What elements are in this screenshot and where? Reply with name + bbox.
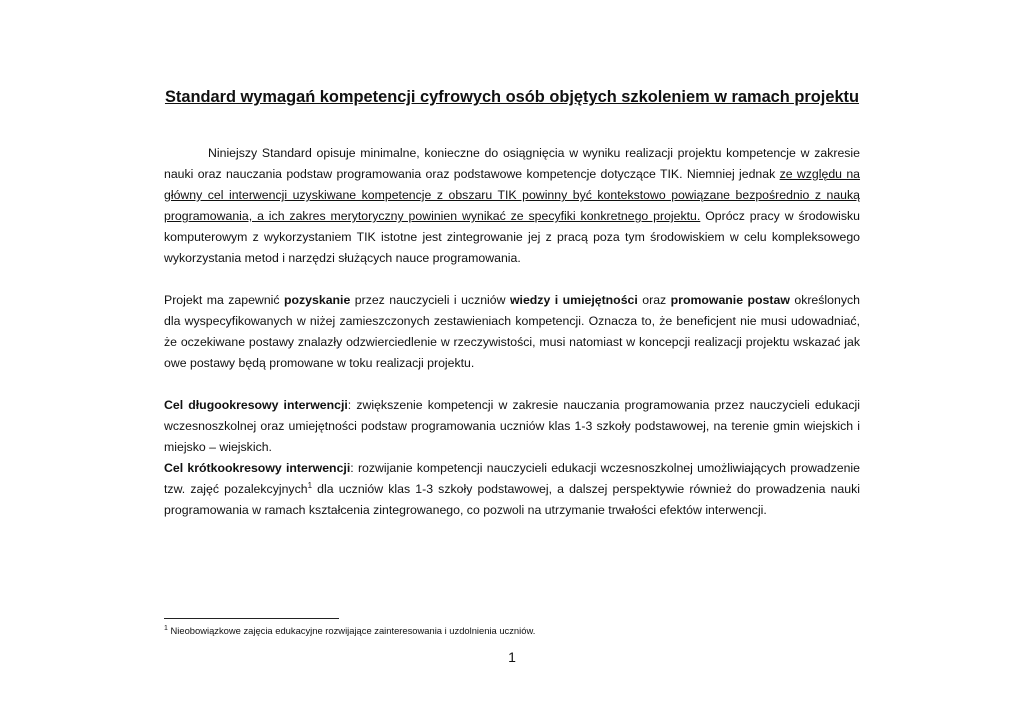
footnote-text: Nieobowiązkowe zajęcia edukacyjne rozwijające zainteresowania i uzdolnienia uczniów. bbox=[167, 625, 536, 636]
paragraph-short-term-goal bbox=[164, 458, 860, 521]
long-term-goal-label: Cel długookresowy interwencji bbox=[164, 398, 348, 412]
bold-promowanie: promowanie postaw bbox=[670, 293, 790, 307]
project-text-3: oraz bbox=[637, 293, 671, 307]
project-text-2: przez nauczycieli i uczniów bbox=[350, 293, 510, 307]
document-title: Standard wymagań kompetencji cyfrowych osób objętych szkoleniem w ramach projektu bbox=[164, 88, 860, 106]
short-term-goal-label: Cel krótkookresowy interwencji bbox=[164, 461, 351, 475]
bold-wiedzy: wiedzy i umiejętności bbox=[509, 293, 638, 307]
bold-pozyskanie: pozyskanie bbox=[284, 293, 351, 307]
footnote-reference[interactable]: 1 bbox=[307, 480, 313, 490]
short-term-goal-text: : rozwijanie kompetencji nauczycieli edukacji wczesnoszkolnej umożliwiających prowadzenie tzw. zajęć pozalekcyjnych bbox=[164, 461, 860, 496]
footnote bbox=[164, 624, 535, 637]
intro-text: Niniejszy Standard opisuje minimalne, konieczne do osiągnięcia w wyniku realizacji projektu kompetencje w zakresie nauki oraz nauczania podstaw programowania oraz podstawowe kompetencje dotyczące TIK. Niemniej jednak bbox=[164, 146, 860, 181]
long-term-goal-text: : zwiększenie kompetencji w zakresie nauczania programowania przez nauczycieli edukacji wczesnoszkolnej oraz umiejętności podstaw programowania uczniów klas 1-3 szkoły podstawowej, na terenie gmin wiejskich i miejsko – wiejskich. bbox=[164, 398, 860, 454]
intro-text-continued: Oprócz pracy w środowisku komputerowym z wykorzystaniem TIK istotne jest zintegrowanie jej z pracą poza tym środowiskiem w celu kompleksowego wykorzystania metod i narzędzi służących nauce programowania. bbox=[164, 209, 861, 265]
project-text-4: określonych dla wyspecyfikowanych w niżej zamieszczonych zestawieniach kompetencji. Oznacza to, że beneficjent nie musi udowadniać, że oczekiwane postawy znalazły odzwierciedlenie w rzeczywistości, musi natomiast w koncepcji realizacji projektu wskazać jak owe postawy będą promowane w toku realizacji projektu. bbox=[164, 293, 860, 370]
page-number: 1 bbox=[508, 649, 516, 665]
paragraph-project bbox=[164, 290, 860, 374]
project-text-1: Projekt ma zapewnić bbox=[164, 293, 284, 307]
paragraph-long-term-goal bbox=[164, 395, 860, 458]
document-body bbox=[164, 143, 860, 521]
short-term-goal-text-continued: dla uczniów klas 1-3 szkoły podstawowej, a dalszej perspektywie również do prowadzenia nauki programowania w ramach kształcenia zintegrowanego, co pozwoli na utrzymanie trwałości efektów interwencji. bbox=[164, 482, 860, 517]
intro-underlined-text: ze względu na główny cel interwencji uzyskiwane kompetencje z obszaru TIK powinny być kontekstowo powiązane bezpośrednio z nauką programowania, a ich zakres merytoryczny powinien wynikać ze specyfiki konkretnego projektu. bbox=[164, 167, 861, 223]
paragraph-intro bbox=[164, 143, 860, 269]
footnote-mark: 1 bbox=[164, 624, 168, 632]
footnote-separator bbox=[164, 618, 339, 619]
